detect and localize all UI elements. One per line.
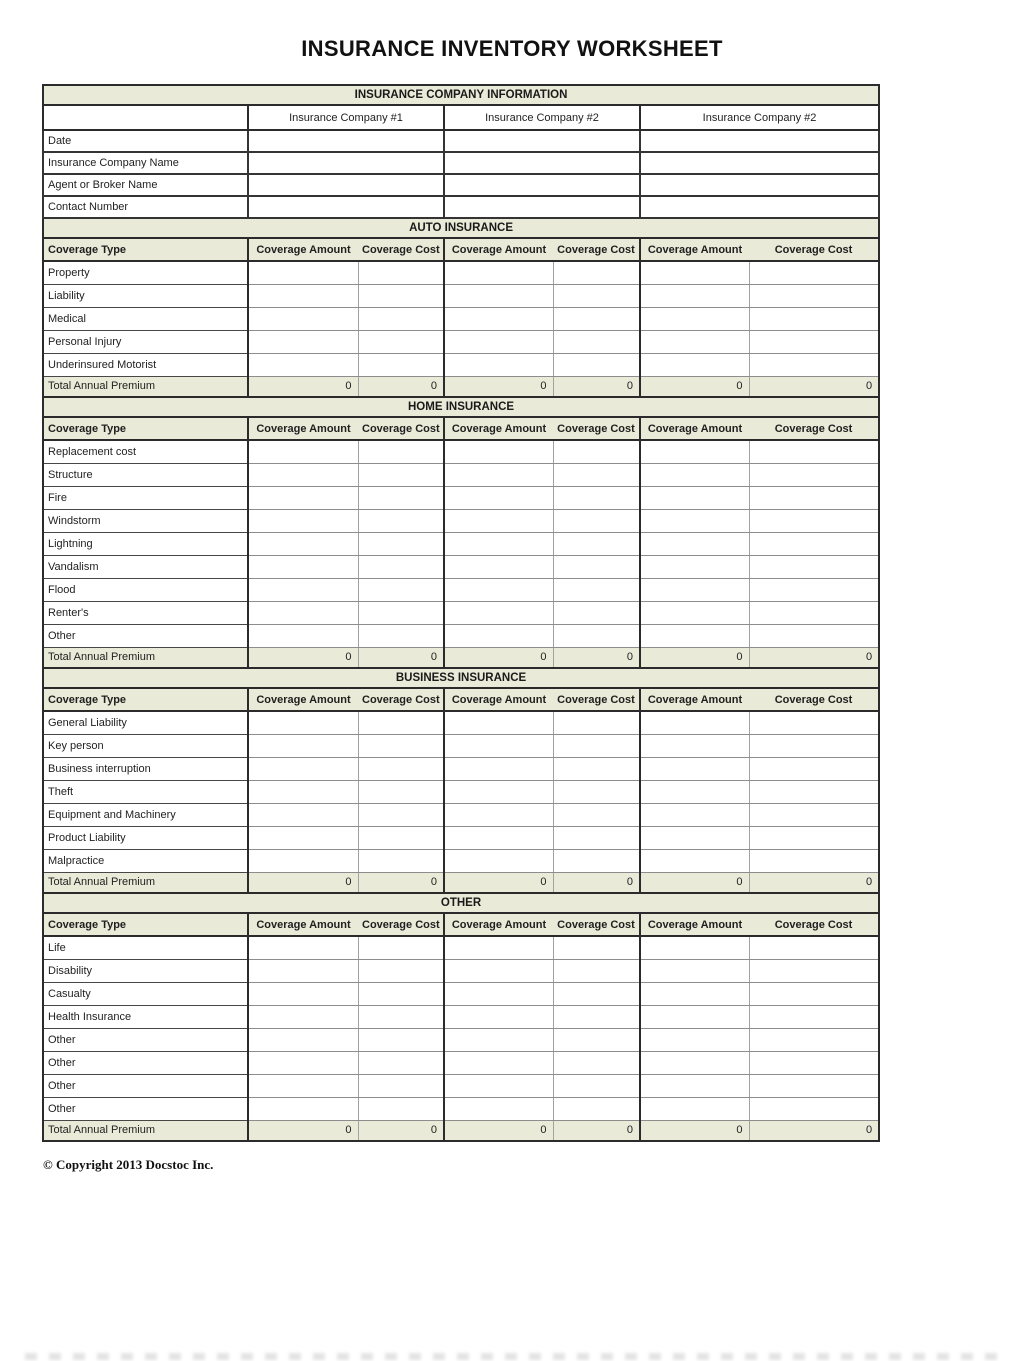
scan-artifact-strip <box>25 1353 999 1360</box>
data-cell <box>553 826 640 849</box>
data-cell <box>248 936 358 959</box>
data-cell <box>640 578 749 601</box>
total-value: 0 <box>749 647 879 668</box>
data-cell <box>553 601 640 624</box>
coverage-row-label: General Liability <box>43 711 248 734</box>
data-cell <box>248 1051 358 1074</box>
coverage-row-label: Other <box>43 1051 248 1074</box>
column-header-coverage-amount: Coverage Amount <box>444 913 553 936</box>
coverage-row-label: Business interruption <box>43 757 248 780</box>
data-cell <box>444 711 553 734</box>
data-cell <box>553 555 640 578</box>
coverage-row-label: Underinsured Motorist <box>43 353 248 376</box>
data-cell <box>358 1097 444 1120</box>
total-value: 0 <box>640 647 749 668</box>
data-cell <box>248 555 358 578</box>
total-row-label: Total Annual Premium <box>43 1120 248 1141</box>
total-value: 0 <box>358 1120 444 1141</box>
data-cell <box>749 826 879 849</box>
data-cell <box>749 463 879 486</box>
data-cell <box>553 1051 640 1074</box>
company-column-header: Insurance Company #1 <box>248 105 444 130</box>
column-header-coverage-cost: Coverage Cost <box>749 417 879 440</box>
data-cell <box>640 826 749 849</box>
input-cell <box>444 174 640 196</box>
corner-cell <box>43 105 248 130</box>
data-cell <box>444 284 553 307</box>
data-cell <box>553 578 640 601</box>
data-cell <box>640 734 749 757</box>
data-cell <box>444 734 553 757</box>
data-cell <box>640 1097 749 1120</box>
data-cell <box>248 757 358 780</box>
total-value: 0 <box>358 872 444 893</box>
total-value: 0 <box>444 1120 553 1141</box>
data-cell <box>640 440 749 463</box>
data-cell <box>358 959 444 982</box>
total-value: 0 <box>444 376 553 397</box>
data-cell <box>640 330 749 353</box>
total-value: 0 <box>553 872 640 893</box>
coverage-row-label: Property <box>43 261 248 284</box>
data-cell <box>640 624 749 647</box>
data-cell <box>749 849 879 872</box>
total-value: 0 <box>553 1120 640 1141</box>
coverage-row-label: Fire <box>43 486 248 509</box>
coverage-row-label: Windstorm <box>43 509 248 532</box>
data-cell <box>358 330 444 353</box>
data-cell <box>749 803 879 826</box>
data-cell <box>358 803 444 826</box>
data-cell <box>749 555 879 578</box>
column-header-coverage-amount: Coverage Amount <box>640 417 749 440</box>
data-cell <box>553 1097 640 1120</box>
data-cell <box>640 601 749 624</box>
data-cell <box>553 330 640 353</box>
column-header-coverage-cost: Coverage Cost <box>358 238 444 261</box>
section-header: AUTO INSURANCE <box>43 218 879 238</box>
data-cell <box>444 307 553 330</box>
data-cell <box>444 803 553 826</box>
column-header-coverage-cost: Coverage Cost <box>749 688 879 711</box>
data-cell <box>248 261 358 284</box>
company-column-header: Insurance Company #2 <box>444 105 640 130</box>
field-label: Insurance Company Name <box>43 152 248 174</box>
data-cell <box>248 780 358 803</box>
section-header: OTHER <box>43 893 879 913</box>
total-value: 0 <box>358 647 444 668</box>
data-cell <box>640 936 749 959</box>
data-cell <box>749 353 879 376</box>
data-cell <box>358 307 444 330</box>
coverage-row-label: Key person <box>43 734 248 757</box>
coverage-row-label: Other <box>43 624 248 647</box>
coverage-row-label: Flood <box>43 578 248 601</box>
data-cell <box>358 353 444 376</box>
data-cell <box>248 307 358 330</box>
data-cell <box>358 624 444 647</box>
input-cell <box>248 174 444 196</box>
worksheet-table <box>42 84 880 1142</box>
total-value: 0 <box>640 872 749 893</box>
data-cell <box>444 624 553 647</box>
data-cell <box>444 1097 553 1120</box>
data-cell <box>640 780 749 803</box>
coverage-row-label: Structure <box>43 463 248 486</box>
coverage-row-label: Disability <box>43 959 248 982</box>
data-cell <box>248 711 358 734</box>
data-cell <box>553 711 640 734</box>
field-label: Date <box>43 130 248 152</box>
column-header-coverage-amount: Coverage Amount <box>444 417 553 440</box>
coverage-row-label: Liability <box>43 284 248 307</box>
input-cell <box>248 130 444 152</box>
data-cell <box>553 803 640 826</box>
column-header-coverage-amount: Coverage Amount <box>640 688 749 711</box>
data-cell <box>248 532 358 555</box>
total-row-label: Total Annual Premium <box>43 376 248 397</box>
coverage-row-label: Equipment and Machinery <box>43 803 248 826</box>
data-cell <box>444 780 553 803</box>
data-cell <box>640 307 749 330</box>
data-cell <box>248 1028 358 1051</box>
data-cell <box>640 509 749 532</box>
coverage-row-label: Lightning <box>43 532 248 555</box>
data-cell <box>553 849 640 872</box>
section-header: HOME INSURANCE <box>43 397 879 417</box>
data-cell <box>749 578 879 601</box>
input-cell <box>640 130 879 152</box>
data-cell <box>444 1005 553 1028</box>
coverage-row-label: Other <box>43 1097 248 1120</box>
column-header-coverage-cost: Coverage Cost <box>553 417 640 440</box>
data-cell <box>553 959 640 982</box>
column-header-coverage-cost: Coverage Cost <box>553 238 640 261</box>
data-cell <box>444 509 553 532</box>
data-cell <box>248 601 358 624</box>
total-value: 0 <box>444 872 553 893</box>
data-cell <box>358 601 444 624</box>
data-cell <box>553 307 640 330</box>
data-cell <box>640 803 749 826</box>
data-cell <box>553 982 640 1005</box>
data-cell <box>444 1051 553 1074</box>
column-header-coverage-amount: Coverage Amount <box>640 913 749 936</box>
data-cell <box>749 1005 879 1028</box>
data-cell <box>749 936 879 959</box>
column-header-coverage-cost: Coverage Cost <box>553 688 640 711</box>
data-cell <box>444 1028 553 1051</box>
data-cell <box>248 734 358 757</box>
data-cell <box>749 284 879 307</box>
data-cell <box>444 826 553 849</box>
data-cell <box>553 440 640 463</box>
data-cell <box>358 982 444 1005</box>
data-cell <box>749 261 879 284</box>
data-cell <box>358 486 444 509</box>
data-cell <box>640 1074 749 1097</box>
data-cell <box>749 307 879 330</box>
coverage-row-label: Life <box>43 936 248 959</box>
data-cell <box>553 1028 640 1051</box>
data-cell <box>358 780 444 803</box>
data-cell <box>749 1097 879 1120</box>
data-cell <box>553 284 640 307</box>
data-cell <box>248 1074 358 1097</box>
data-cell <box>358 578 444 601</box>
input-cell <box>640 152 879 174</box>
total-value: 0 <box>248 1120 358 1141</box>
company-column-header: Insurance Company #2 <box>640 105 879 130</box>
total-value: 0 <box>444 647 553 668</box>
data-cell <box>248 624 358 647</box>
coverage-row-label: Product Liability <box>43 826 248 849</box>
data-cell <box>553 780 640 803</box>
total-value: 0 <box>248 872 358 893</box>
data-cell <box>749 532 879 555</box>
data-cell <box>640 284 749 307</box>
data-cell <box>358 711 444 734</box>
total-row-label: Total Annual Premium <box>43 872 248 893</box>
total-value: 0 <box>640 1120 749 1141</box>
input-cell <box>444 196 640 218</box>
section-header: BUSINESS INSURANCE <box>43 668 879 688</box>
data-cell <box>553 734 640 757</box>
data-cell <box>248 353 358 376</box>
data-cell <box>553 463 640 486</box>
data-cell <box>248 1097 358 1120</box>
data-cell <box>640 532 749 555</box>
data-cell <box>444 578 553 601</box>
total-value: 0 <box>749 1120 879 1141</box>
data-cell <box>553 1074 640 1097</box>
coverage-row-label: Other <box>43 1074 248 1097</box>
data-cell <box>749 1028 879 1051</box>
coverage-row-label: Health Insurance <box>43 1005 248 1028</box>
data-cell <box>358 440 444 463</box>
coverage-row-label: Replacement cost <box>43 440 248 463</box>
data-cell <box>749 330 879 353</box>
total-value: 0 <box>640 376 749 397</box>
data-cell <box>248 440 358 463</box>
data-cell <box>358 1074 444 1097</box>
total-row-label: Total Annual Premium <box>43 647 248 668</box>
data-cell <box>248 463 358 486</box>
data-cell <box>640 486 749 509</box>
input-cell <box>444 130 640 152</box>
data-cell <box>749 624 879 647</box>
total-value: 0 <box>749 376 879 397</box>
data-cell <box>248 803 358 826</box>
data-cell <box>640 463 749 486</box>
column-header-coverage-cost: Coverage Cost <box>749 238 879 261</box>
column-header-coverage-cost: Coverage Cost <box>358 417 444 440</box>
data-cell <box>749 982 879 1005</box>
data-cell <box>248 284 358 307</box>
section-header-company-information: INSURANCE COMPANY INFORMATION <box>43 85 879 105</box>
column-header-coverage-cost: Coverage Cost <box>358 688 444 711</box>
data-cell <box>358 509 444 532</box>
data-cell <box>553 936 640 959</box>
coverage-row-label: Malpractice <box>43 849 248 872</box>
data-cell <box>358 936 444 959</box>
data-cell <box>553 532 640 555</box>
data-cell <box>749 509 879 532</box>
total-value: 0 <box>248 647 358 668</box>
data-cell <box>640 757 749 780</box>
input-cell <box>640 174 879 196</box>
data-cell <box>444 601 553 624</box>
total-value: 0 <box>553 647 640 668</box>
data-cell <box>444 440 553 463</box>
input-cell <box>248 152 444 174</box>
data-cell <box>358 1005 444 1028</box>
data-cell <box>444 532 553 555</box>
data-cell <box>444 959 553 982</box>
data-cell <box>553 353 640 376</box>
column-header-coverage-type: Coverage Type <box>43 688 248 711</box>
column-header-coverage-amount: Coverage Amount <box>248 238 358 261</box>
column-header-coverage-amount: Coverage Amount <box>248 417 358 440</box>
data-cell <box>358 1051 444 1074</box>
data-cell <box>640 353 749 376</box>
data-cell <box>553 486 640 509</box>
data-cell <box>640 849 749 872</box>
data-cell <box>553 261 640 284</box>
data-cell <box>248 1005 358 1028</box>
data-cell <box>749 757 879 780</box>
copyright-notice: © Copyright 2013 Docstoc Inc. <box>43 1157 214 1172</box>
data-cell <box>749 440 879 463</box>
data-cell <box>749 486 879 509</box>
data-cell <box>640 1028 749 1051</box>
column-header-coverage-amount: Coverage Amount <box>248 688 358 711</box>
coverage-row-label: Renter's <box>43 601 248 624</box>
column-header-coverage-amount: Coverage Amount <box>444 238 553 261</box>
data-cell <box>553 1005 640 1028</box>
column-header-coverage-amount: Coverage Amount <box>248 913 358 936</box>
data-cell <box>640 1005 749 1028</box>
data-cell <box>248 826 358 849</box>
coverage-row-label: Personal Injury <box>43 330 248 353</box>
data-cell <box>358 757 444 780</box>
data-cell <box>248 849 358 872</box>
data-cell <box>444 1074 553 1097</box>
coverage-row-label: Theft <box>43 780 248 803</box>
data-cell <box>749 1074 879 1097</box>
input-cell <box>640 196 879 218</box>
column-header-coverage-type: Coverage Type <box>43 238 248 261</box>
total-value: 0 <box>248 376 358 397</box>
data-cell <box>749 601 879 624</box>
data-cell <box>640 711 749 734</box>
data-cell <box>749 780 879 803</box>
column-header-coverage-cost: Coverage Cost <box>553 913 640 936</box>
data-cell <box>640 982 749 1005</box>
column-header-coverage-cost: Coverage Cost <box>358 913 444 936</box>
data-cell <box>248 982 358 1005</box>
data-cell <box>444 353 553 376</box>
total-value: 0 <box>358 376 444 397</box>
data-cell <box>444 982 553 1005</box>
input-cell <box>248 196 444 218</box>
data-cell <box>248 330 358 353</box>
coverage-row-label: Other <box>43 1028 248 1051</box>
data-cell <box>444 486 553 509</box>
total-value: 0 <box>749 872 879 893</box>
data-cell <box>553 757 640 780</box>
data-cell <box>248 578 358 601</box>
column-header-coverage-cost: Coverage Cost <box>749 913 879 936</box>
data-cell <box>358 463 444 486</box>
data-cell <box>444 849 553 872</box>
data-cell <box>248 486 358 509</box>
total-value: 0 <box>553 376 640 397</box>
column-header-coverage-amount: Coverage Amount <box>444 688 553 711</box>
data-cell <box>640 1051 749 1074</box>
column-header-coverage-amount: Coverage Amount <box>640 238 749 261</box>
data-cell <box>749 959 879 982</box>
data-cell <box>358 284 444 307</box>
input-cell <box>444 152 640 174</box>
data-cell <box>444 330 553 353</box>
data-cell <box>640 261 749 284</box>
data-cell <box>640 555 749 578</box>
coverage-row-label: Casualty <box>43 982 248 1005</box>
data-cell <box>444 261 553 284</box>
data-cell <box>248 509 358 532</box>
data-cell <box>444 555 553 578</box>
data-cell <box>749 734 879 757</box>
data-cell <box>358 1028 444 1051</box>
data-cell <box>553 509 640 532</box>
data-cell <box>553 624 640 647</box>
data-cell <box>358 555 444 578</box>
data-cell <box>358 261 444 284</box>
data-cell <box>444 936 553 959</box>
data-cell <box>358 734 444 757</box>
field-label: Contact Number <box>43 196 248 218</box>
data-cell <box>749 711 879 734</box>
data-cell <box>358 826 444 849</box>
coverage-row-label: Medical <box>43 307 248 330</box>
data-cell <box>444 463 553 486</box>
data-cell <box>749 1051 879 1074</box>
data-cell <box>248 959 358 982</box>
page-title: INSURANCE INVENTORY WORKSHEET <box>301 36 723 61</box>
field-label: Agent or Broker Name <box>43 174 248 196</box>
column-header-coverage-type: Coverage Type <box>43 417 248 440</box>
column-header-coverage-type: Coverage Type <box>43 913 248 936</box>
data-cell <box>358 849 444 872</box>
data-cell <box>358 532 444 555</box>
data-cell <box>444 757 553 780</box>
data-cell <box>640 959 749 982</box>
coverage-row-label: Vandalism <box>43 555 248 578</box>
